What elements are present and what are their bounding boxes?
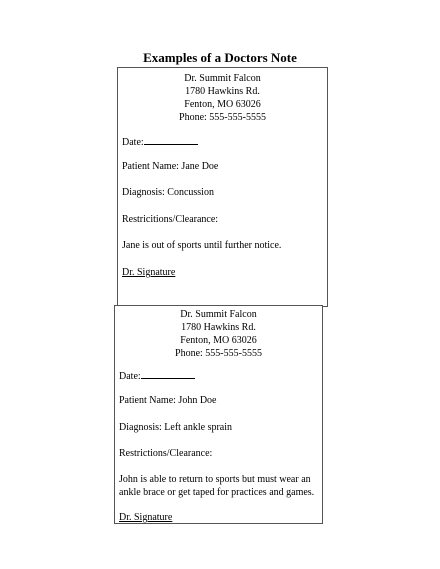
date-blank (144, 134, 198, 145)
doctors-note-2 (114, 305, 323, 524)
restrictions-label: Restrictions/Clearance: (119, 448, 213, 459)
restrictions-label: Restricitions/Clearance: (122, 214, 219, 225)
doctor-phone: Phone: 555-555-5555 (175, 348, 262, 359)
doctor-name: Dr. Summit Falcon (184, 73, 261, 84)
signature-line: Dr. Signature (122, 267, 176, 278)
patient-name: Patient Name: John Doe (119, 395, 217, 406)
diagnosis: Diagnosis: Concussion (122, 187, 214, 198)
diagnosis: Diagnosis: Left ankle sprain (119, 422, 233, 433)
date-label: Date: (122, 137, 144, 148)
date-field (119, 368, 316, 383)
date-field (122, 134, 321, 149)
doctor-address: 1780 Hawkins Rd. (181, 322, 256, 333)
patient-name: Patient Name: Jane Doe (122, 161, 219, 172)
doctor-address: 1780 Hawkins Rd. (185, 86, 260, 97)
doctor-name: Dr. Summit Falcon (180, 309, 257, 320)
doctor-phone: Phone: 555-555-5555 (179, 112, 266, 123)
clearance-statement: Jane is out of sports until further notice. (122, 240, 282, 251)
letterhead (118, 72, 327, 124)
date-label: Date: (119, 371, 141, 382)
date-blank (141, 368, 195, 379)
page-title: Examples of a Doctors Note (143, 50, 297, 65)
doctors-note-1 (117, 67, 328, 307)
clearance-statement: John is able to return to sports but must wear an ankle brace or get taped for practices and games. (119, 474, 315, 498)
letterhead (115, 308, 322, 360)
signature-line: Dr. Signature (119, 512, 173, 523)
doctor-city: Fenton, MO 63026 (184, 99, 261, 110)
doctor-city: Fenton, MO 63026 (180, 335, 257, 346)
